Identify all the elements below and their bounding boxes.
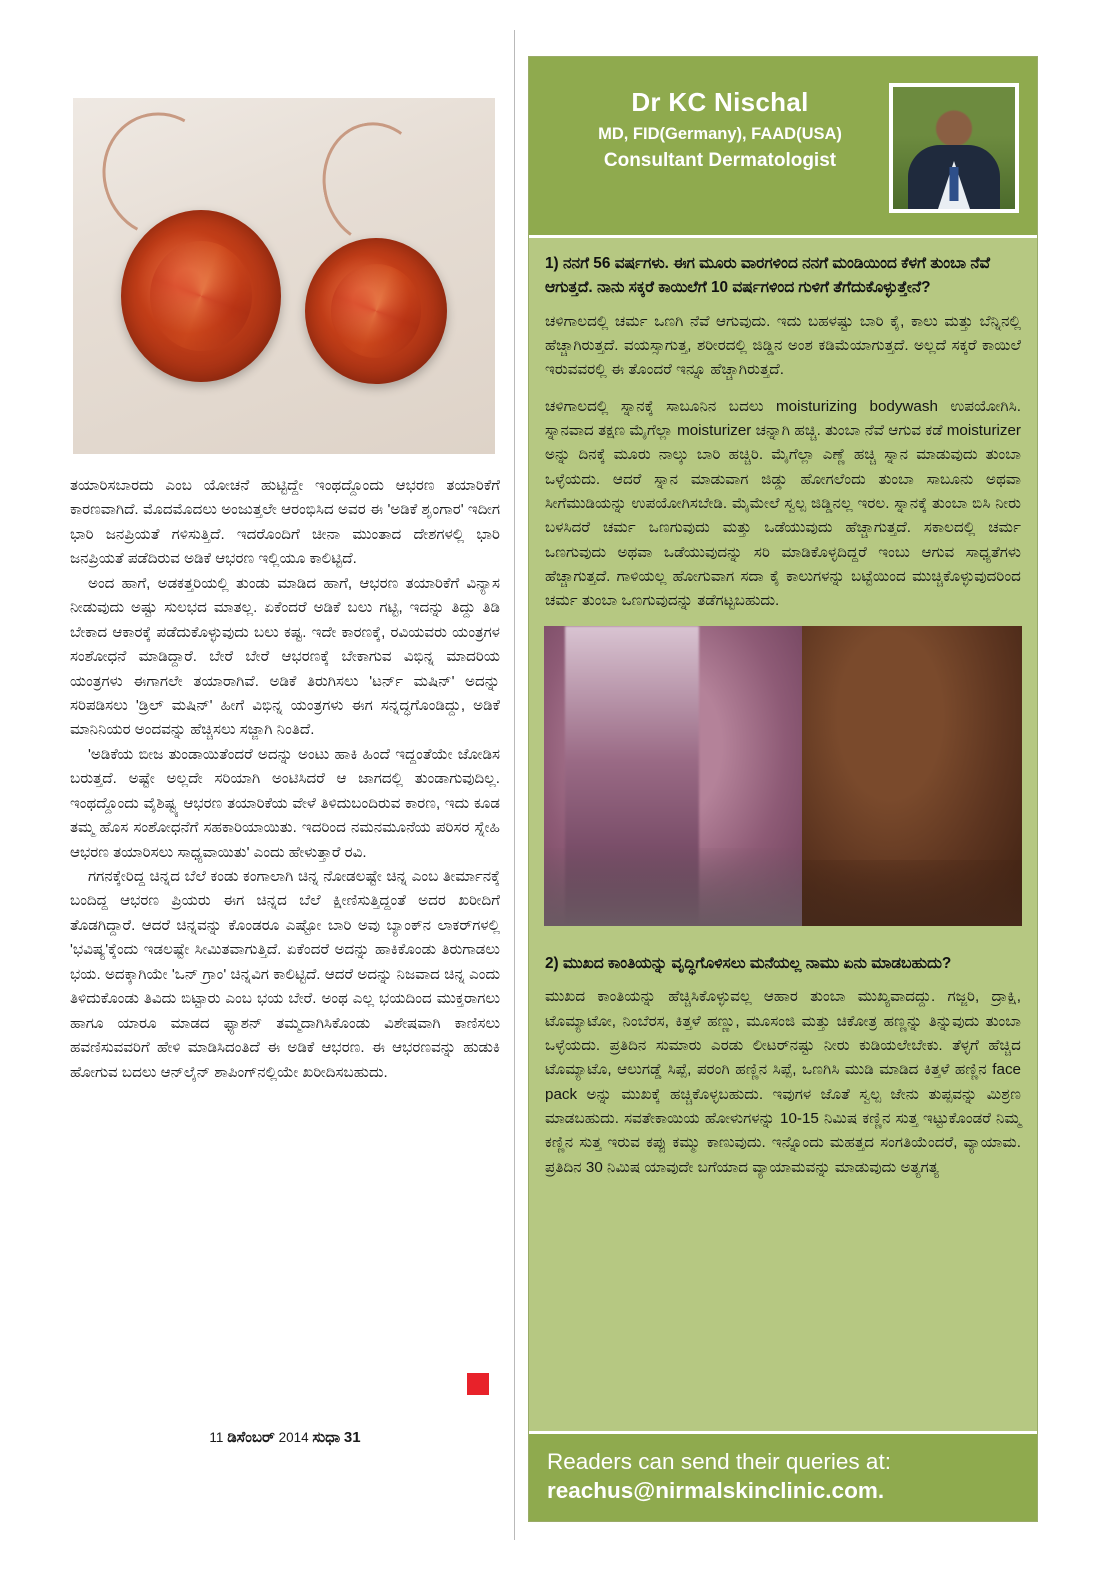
article-paragraph: 'ಅಡಿಕೆಯ ಬೀಜ ತುಂಡಾಯಿತೆಂದರೆ ಅದನ್ನು ಅಂಟು ಹಾಕಿ ಹಿಂದೆ ಇದ್ದಂತೆಯೇ ಜೋಡಿಸ ಬರುತ್ತದೆ. ಅಷ್ಟೇ ಅಲ್ಲದೇ ಸರಿಯಾಗಿ ಅಂಟಿಸಿದರೆ ಆ ಜಾಗದಲ್ಲಿ ತುಂಡಾಗುವುದಿಲ್ಲ. ಇಂಥದ್ದೊಂದು ವೈಶಿಷ್ಟ್ಯ ಆಭರಣ ತಯಾರಿಕೆಯ ವೇಳೆ ತಿಳಿದುಬಂದಿರುವ ಕಾರಣ, ಇದು ಕೂಡ ತಮ್ಮ ಹೊಸ ಸಂಶೋಧನೆಗೆ ಸಹಕಾರಿಯಾಯಿತು. ಇದರಿಂದ ನಮನಮೂನೆಯ ಪರಿಸರ ಸ್ನೇಹಿ ಆಭರಣ ತಯಾರಿಸಲು ಸಾಧ್ಯವಾಯಿತು' ಎಂದು ಹೇಳುತ್ತಾರೆ ರವಿ. xyxy=(70,745,500,861)
article-paragraph: ಗಗನಕ್ಕೇರಿದ್ದ ಚಿನ್ನದ ಬೆಲೆ ಕಂಡು ಕಂಗಾಲಾಗಿ ಚಿನ್ನ ನೋಡಲಷ್ಟೇ ಚಿನ್ನ ಎಂಬ ತೀರ್ಮಾನಕ್ಕೆ ಬಂದಿದ್ದ ಆಭರಣ ಪ್ರಿಯರು ಈಗ ಚಿನ್ನದ ಬೆಲೆ ಕ್ಷೀಣಿಸುತ್ತಿದ್ದಂತೆ ಅದರ ಖರೀದಿಗೆ ತೊಡಗಿದ್ದಾರೆ. ಆದರೆ ಚಿನ್ನವನ್ನು ಕೊಂಡರೂ ಎಷ್ಟೋ ಬಾರಿ ಅವು ಬ್ಯಾಂಕ್‌ನ ಲಾಕರ್‌ಗಳಲ್ಲಿ 'ಭವಿಷ್ಯ'ಕ್ಕೆಂದು ಇಡಲಷ್ಟೇ ಸೀಮಿತವಾಗುತ್ತಿದೆ. ಏಕೆಂದರೆ ಅದನ್ನು ಹಾಕಿಕೊಂಡು ತಿರುಗಾಡಲು ಭಯ. ಅದಕ್ಕಾಗಿಯೇ 'ಒನ್ ಗ್ರಾಂ' ಚಿನ್ನವಿಗ ಕಾಲಿಟ್ಟಿದೆ. ಆದರೆ ಅದನ್ನು ನಿಜವಾದ ಚಿನ್ನ ಎಂದು ತಿಳಿದುಕೊಂಡು ತಿವಿದು ಬಿಟ್ಟಾರು ಎಂಬ ಭಯ ಬೇರೆ. ಅಂಥ ಎಲ್ಲ ಭಯದಿಂದ ಮುಕ್ತರಾಗಲು ಹಾಗೂ ಯಾರೂ ಮಾಡದ ಫ್ಯಾಶನ್ ತಮ್ಮದಾಗಿಸಿಕೊಂಡು ವಿಶೇಷವಾಗಿ ಕಾಣಿಸಲು ಹವಣಿಸುವವರಿಗೆ ಹೇಳಿ ಮಾಡಿಸಿದಂತಿದೆ ಈ ಅಡಿಕೆ ಆಭರಣ. ಈ ಆಭರಣವನ್ನು ಹುಡುಕಿ ಹೋಗುವ ಬದಲು ಆನ್‌ಲೈನ್ ಶಾಪಿಂಗ್‌ನಲ್ಲಿಯೇ ಖರೀದಿಸಬಹುದು. xyxy=(70,868,500,1081)
doctor-header xyxy=(529,57,1037,238)
qa-body-2 xyxy=(529,938,1037,1180)
left-article-column xyxy=(70,60,500,1510)
leg-photo-left xyxy=(544,626,802,926)
clinical-legs-photo xyxy=(544,626,1022,926)
earring-hook-right-icon xyxy=(311,112,440,255)
article-paragraph: ತಯಾರಿಸಬಾರದು ಎಂಬ ಯೋಚನೆ ಹುಟ್ಟಿದ್ದೇ ಇಂಥದ್ದೊಂದು ಆಭರಣ ತಯಾರಿಕೆಗೆ ಕಾರಣವಾಗಿದೆ. ಮೊದಮೊದಲು ಅಂಜುತ್ತಲೇ ಆರಂಭಿಸಿದ ಅವರ ಈ 'ಅಡಿಕೆ ಶೃಂಗಾರ' ಇದೀಗ ಭಾರಿ ಜನಪ್ರಿಯತೆ ಗಳಿಸುತ್ತಿದೆ. ಇದರೊಂದಿಗೆ ಚೀನಾ ಮುಂತಾದ ದೇಶಗಳಲ್ಲಿ ಭಾರಿ ಜನಪ್ರಿಯತೆ ಪಡೆದಿರುವ ಅಡಿಕೆ ಆಭರಣ ಇಲ್ಲಿಯೂ ಕಾಲಿಟ್ಟಿದೆ. xyxy=(70,477,500,568)
earring-photo xyxy=(73,98,495,454)
footer-year: 2014 xyxy=(278,1430,309,1445)
answer-1-part-2: ಚಳಿಗಾಲದಲ್ಲಿ ಸ್ನಾನಕ್ಕೆ ಸಾಬೂನಿನ ಬದಲು moisturizing bodywash ಉಪಯೋಗಿಸಿ. ಸ್ನಾನವಾದ ತಕ್ಷಣ ಮೈಗೆಲ್ಲಾ moisturizer ಚನ್ನಾಗಿ ಹಚ್ಚಿ. ತುಂಬಾ ನೆವೆ ಆಗುವ ಕಡೆ moisturizer ಅನ್ನು ದಿನಕ್ಕೆ ಮೂರು ನಾಲ್ಕು ಬಾರಿ ಹಚ್ಚಿರಿ. ಮೈಗೆಲ್ಲಾ ಎಣ್ಣೆ ಹಚ್ಚಿ ಸ್ನಾನ ಮಾಡುವುದು ತುಂಬಾ ಒಳ್ಳೆಯದು. ಆದರೆ ಸ್ನಾನ ಮಾಡುವಾಗ ಜಿಡ್ಡು ಹೋಗಲೆಂದು ತುಂಬಾ ಸಾಬೂನು ಅಥವಾ ಸೀಗೆಮುಡಿಯನ್ನು ಉಪಯೋಗಿಸಬೇಡಿ. ಮೈಮೇಲೆ ಸ್ವಲ್ಪ ಜಿಡ್ಡಿನಲ್ಲ ಇರಲ. ಸ್ನಾನಕ್ಕೆ ತುಂಬಾ ಬಿಸಿ ನೀರು ಬಳಸಿದರೆ ಚರ್ಮ ಒಣಗುವುದು ಮತ್ತು ಒಡೆಯುವುದು ಹೆಚ್ಚಾಗುತ್ತದೆ. ಸಕಾಲದಲ್ಲಿ ಚರ್ಮ ಒಣಗುವುದು ಅಥವಾ ಒಡೆಯುವುದನ್ನು ಸರಿ ಮಾಡಿಕೊಳ್ಳದಿದ್ದರೆ ಇಂಬು ಆಗುವ ಸಾಧ್ಯತೆಗಳು ಹೆಚ್ಚಾಗುತ್ತದೆ. ಗಾಳಿಯಲ್ಲ ಹೋಗುವಾಗ ಸದಾ ಕೈ ಕಾಲುಗಳನ್ನು ಬಟ್ಟೆಯಿಂದ ಮುಚ್ಚಿಕೊಳ್ಳುವುದರಿಂದ ಚರ್ಮ ತುಂಬಾ ಒಣಗುವುದನ್ನು ತಡೆಗಟ್ಟಬಹುದು. xyxy=(545,397,1021,610)
doctor-name: Dr KC Nischal xyxy=(631,87,809,117)
qa-body xyxy=(529,238,1037,614)
column-divider xyxy=(514,30,515,1540)
leg-photo-right xyxy=(802,626,1022,926)
fabric-rose-left xyxy=(121,210,281,382)
portrait-tie xyxy=(950,167,959,201)
doctor-role: Consultant Dermatologist xyxy=(603,150,837,171)
footer-page-prefix: 11 xyxy=(209,1430,224,1445)
end-of-article-marker xyxy=(467,1373,489,1395)
footer-magazine-name: ಸುಧಾ xyxy=(312,1429,341,1446)
queries-email[interactable]: reachus@nirmalskinclinic.com. xyxy=(547,1477,885,1503)
queries-cta-line1: Readers can send their queries at: xyxy=(547,1448,891,1474)
doctor-qualifications: MD, FID(Germany), FAAD(USA) xyxy=(598,125,842,143)
fabric-rose-right xyxy=(305,238,447,384)
doctor-credentials xyxy=(555,87,885,172)
doctor-portrait-photo xyxy=(889,83,1019,213)
article-body xyxy=(70,474,500,1085)
queries-cta xyxy=(529,1431,1037,1521)
article-paragraph: ಅಂದ ಹಾಗೆ, ಅಡಕತ್ತರಿಯಲ್ಲಿ ತುಂಡು ಮಾಡಿದ ಹಾಗೆ, ಆಭರಣ ತಯಾರಿಕೆಗೆ ವಿನ್ಯಾಸ ನೀಡುವುದು ಅಷ್ಟು ಸುಲಭದ ಮಾತಲ್ಲ. ಏಕೆಂದರೆ ಅಡಿಕೆ ಬಲು ಗಟ್ಟಿ, ಇದನ್ನು ತಿದ್ದು ತಿಡಿ ಬೇಕಾದ ಆಕಾರಕ್ಕೆ ಪಡೆದುಕೊಳ್ಳುವುದು ಬಲು ಕಷ್ಟ. ಇದೇ ಕಾರಣಕ್ಕೆ, ರವಿಯವರು ಯಂತ್ರಗಳ ಸಂಶೋಧನೆ ಮಾಡಿದ್ದಾರೆ. ಬೇರೆ ಬೇರೆ ಆಭರಣಕ್ಕೆ ಬೇಕಾಗುವ ವಿಭಿನ್ನ ಮಾದರಿಯ ಯಂತ್ರಗಳು ಈಗಾಗಲೇ ತಯಾರಾಗಿವೆ. ಅಡಿಕೆ ತಿರುಗಿಸಲು 'ಟರ್ನ್ ಮಷಿನ್' ಅದನ್ನು ಸರಿಪಡಿಸಲು 'ಡ್ರಿಲ್ ಮಷಿನ್' ಹೀಗೆ ವಿಭಿನ್ನ ಯಂತ್ರಗಳು ಈಗ ಸನ್ನದ್ಧಗೊಂಡಿದ್ದು, ಅಡಿಕೆ ಮಾನಿನಿಯರ ಅಂದವನ್ನು ಹೆಚ್ಚಿಸಲು ಸಜ್ಜಾಗಿ ನಿಂತಿದೆ. xyxy=(70,574,500,739)
answer-1-part-1: ಚಳಿಗಾಲದಲ್ಲಿ ಚರ್ಮ ಒಣಗಿ ನೆವೆ ಆಗುವುದು. ಇದು ಬಹಳಷ್ಟು ಬಾರಿ ಕೈ, ಕಾಲು ಮತ್ತು ಬೆನ್ನಿನಲ್ಲಿ ಹೆಚ್ಚಾಗಿರುತ್ತದೆ. ವಯಸ್ಸಾಗುತ್ತ, ಶರೀರದಲ್ಲಿ ಜಿಡ್ಡಿನ ಅಂಶ ಕಡಿಮೆಯಾಗುತ್ತದೆ. ಅಲ್ಲದೆ ಸಕ್ಕರೆ ಕಾಯಿಲೆ ಇರುವವರಲ್ಲಿ ಈ ತೊಂದರೆ ಇನ್ನೂ ಹೆಚ್ಚಾಗಿರುತ್ತದೆ. xyxy=(545,312,1021,379)
question-2: 2) ಮುಖದ ಕಾಂತಿಯನ್ನು ವೃದ್ಧಿಗೊಳಿಸಲು ಮನೆಯಲ್ಲ ನಾಮು ಏನು ಮಾಡಬಹುದು? xyxy=(545,954,952,972)
footer-month: ಡಿಸೆಂಬರ್ xyxy=(227,1429,275,1446)
footer-page-number: 31 xyxy=(343,1429,361,1446)
page-footer xyxy=(70,1429,500,1446)
answer-2: ಮುಖದ ಕಾಂತಿಯನ್ನು ಹೆಚ್ಚಿಸಿಕೊಳ್ಳುವಲ್ಲ ಆಹಾರ ತುಂಬಾ ಮುಖ್ಯವಾದದ್ದು. ಗಜ್ಜರಿ, ದ್ರಾಕ್ಷಿ, ಟೊಮ್ಯಾಟೋ, ನಿಂಬೆರಸ, ಕಿತ್ತಳೆ ಹಣ್ಣು, ಮೂಸಂಜಿ ಮತ್ತು ಚಿಕೋತ್ರ ಹಣ್ಣನ್ನು ತಿನ್ನುವುದು ತುಂಬಾ ಒಳ್ಳೆಯದು. ಪ್ರತಿದಿನ ಸುಮಾರು ಎರಡು ಲೀಟರ್‌ನಷ್ಟು ನೀರು ಕುಡಿಯಲೇಬೇಕು. ತೆಳ್ಳಗೆ ಹೆಚ್ಚಿದ ಟೊಮ್ಯಾಟೊ, ಆಲುಗಡ್ಡೆ ಸಿಪ್ಪೆ, ಪರಂಗಿ ಹಣ್ಣಿನ ಸಿಪ್ಪೆ, ಒಣಗಿಸಿ ಮುಡಿ ಮಾಡಿದ ಕಿತ್ತಳೆ ಹಣ್ಣಿನ face pack ಅನ್ನು ಮುಖಕ್ಕೆ ಹಚ್ಚಿಕೊಳ್ಳಬಹುದು. ಇವುಗಳ ಜೊತೆ ಸ್ವಲ್ಪ ಜೇನು ತುಪ್ಪವನ್ನು ಮಿಶ್ರಣ ಮಾಡಬಹುದು. ಸವತೇಕಾಯಿಯ ಹೋಳುಗಳನ್ನು 10-15 ನಿಮಿಷ ಕಣ್ಣಿನ ಸುತ್ತ ಇಟ್ಟುಕೊಂಡರೆ ನಿಮ್ಮ ಕಣ್ಣಿನ ಸುತ್ತ ಇರುವ ಕಪ್ಪು ಕಮ್ಮು ಕಾಣುವುದು. ಇನ್ನೊಂದು ಮಹತ್ತದ ಸಂಗತಿಯೆಂದರೆ, ವ್ಯಾಯಾಮ. ಪ್ರತಿದಿನ 30 ನಿಮಿಷ ಯಾವುದೇ ಬಗೆಯಾದ ವ್ಯಾಯಾಮವನ್ನು ಮಾಡುವುದು ಅತ್ಯಗತ್ಯ xyxy=(545,988,1021,1176)
question-1: 1) ನನಗೆ 56 ವರ್ಷಗಳು. ಈಗ ಮೂರು ವಾರಗಳಿಂದ ನನಗೆ ಮಂಡಿಯಿಂದ ಕೆಳಗೆ ತುಂಬಾ ನೆವೆ ಆಗುತ್ತದೆ. ನಾನು ಸಕ್ಕರೆ ಕಾಯಿಲೆಗೆ 10 ವರ್ಷಗಳಿಂದ ಗುಳಿಗೆ ತೆಗೆದುಕೊಳ್ಳುತ್ತೇನೆ? xyxy=(545,255,990,296)
ask-the-doctor-panel xyxy=(528,56,1038,1522)
